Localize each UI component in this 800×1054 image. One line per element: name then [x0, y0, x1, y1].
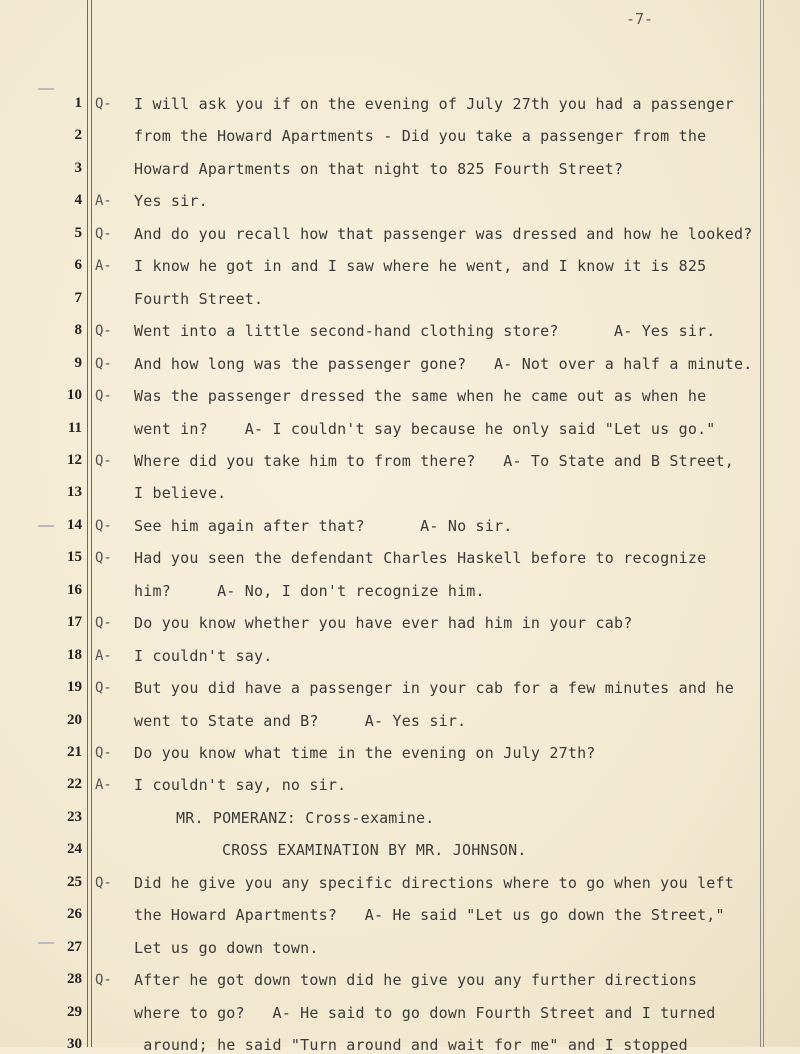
- transcript-line-text: Let us go down town.: [134, 938, 319, 957]
- speaker-label: Q-: [95, 388, 112, 405]
- speaker-label: A-: [95, 777, 112, 794]
- line-number: 28: [67, 971, 82, 988]
- margin-mark: [38, 88, 54, 90]
- left-margin-rule-inner: [91, 0, 92, 1047]
- transcript-line-text: from the Howard Apartments - Did you take a passenger from the: [134, 127, 707, 146]
- transcript-line-text: where to go? A- He said to go down Fourth Street and I turned: [134, 1003, 716, 1022]
- line-number: 29: [67, 1003, 82, 1020]
- transcript-line-text: After he got down town did he give you any further directions: [134, 971, 698, 990]
- speaker-label: Q-: [95, 225, 112, 242]
- transcript-line-text: Yes sir.: [134, 192, 208, 211]
- transcript-line-text: I couldn't say, no sir.: [134, 776, 347, 795]
- speaker-label: Q-: [95, 355, 112, 372]
- speaker-label: Q-: [95, 680, 112, 697]
- transcript-line-text: See him again after that? A- No sir.: [134, 516, 513, 535]
- line-number: 2: [74, 127, 82, 144]
- speaker-label: Q-: [95, 323, 112, 340]
- transcript-line-text: I will ask you if on the evening of July 27th you had a passenger: [134, 95, 734, 113]
- line-number: 24: [67, 841, 82, 858]
- transcript-line-text: Do you know what time in the evening on July 27th?: [134, 744, 596, 762]
- transcript-line-text: CROSS EXAMINATION BY MR. JOHNSON.: [222, 841, 527, 860]
- speaker-label: Q-: [95, 517, 112, 534]
- speaker-label: Q-: [95, 745, 112, 761]
- transcript-line-text: Howard Apartments on that night to 825 Fourth Street?: [134, 159, 624, 178]
- line-number: 3: [74, 159, 82, 176]
- line-number: 12: [67, 451, 82, 468]
- line-number: 14: [67, 516, 82, 533]
- speaker-label: Q-: [95, 550, 112, 567]
- line-number: 11: [67, 419, 82, 436]
- line-number: 13: [67, 484, 82, 501]
- left-margin-rule: [87, 0, 88, 1047]
- transcript-line-text: Did he give you any specific directions where to go when you left: [134, 873, 734, 892]
- speaker-label: Q-: [95, 96, 112, 112]
- transcript-line-text: I know he got in and I saw where he went, and I know it is 825: [134, 257, 707, 276]
- line-number: 1: [74, 95, 82, 111]
- transcript-line-text: Where did you take him to from there? A- To State and B Street,: [134, 451, 734, 470]
- transcript-line-text: And do you recall how that passenger was dressed and how he looked?: [134, 224, 753, 243]
- transcript-line-text: I couldn't say.: [134, 646, 273, 665]
- line-number: 4: [74, 192, 82, 209]
- transcript-line-text: And how long was the passenger gone? A- Not over a half a minute.: [134, 354, 753, 373]
- transcript-line-text: Went into a little second-hand clothing store? A- Yes sir.: [134, 322, 716, 341]
- speaker-label: A-: [95, 258, 112, 275]
- line-number: 8: [74, 322, 82, 339]
- line-number: 16: [67, 581, 82, 598]
- line-number: 21: [67, 744, 82, 760]
- transcript-line-text: Was the passenger dressed the same when he came out as when he: [134, 387, 707, 406]
- line-number: 27: [67, 938, 82, 955]
- transcript-line-text: the Howard Apartments? A- He said "Let us go down the Street,": [134, 906, 725, 925]
- line-number: 25: [67, 873, 82, 890]
- line-number: 26: [67, 906, 82, 923]
- line-number: 9: [74, 354, 82, 371]
- transcript-line-text: went to State and B? A- Yes sir.: [134, 711, 467, 730]
- transcript-line-text: around; he said "Turn around and wait for me" and I stopped: [134, 1036, 688, 1054]
- page-number: -7-: [626, 10, 654, 28]
- speaker-label: Q-: [95, 615, 112, 632]
- speaker-label: A-: [95, 193, 112, 210]
- speaker-label: Q-: [95, 972, 112, 989]
- right-margin-rule-outer: [763, 0, 764, 1047]
- right-margin-rule: [760, 0, 761, 1047]
- line-number: 23: [67, 808, 82, 825]
- speaker-label: Q-: [95, 874, 112, 891]
- speaker-label: A-: [95, 647, 112, 664]
- line-number: 22: [67, 776, 82, 793]
- line-number: 20: [67, 711, 82, 728]
- transcript-line-text: I believe.: [134, 484, 227, 503]
- margin-mark: [38, 942, 54, 944]
- transcript-line-text: Had you seen the defendant Charles Haskell before to recognize: [134, 549, 707, 568]
- line-number: 17: [67, 614, 82, 631]
- line-number: 15: [67, 549, 82, 566]
- speaker-label: Q-: [95, 452, 112, 469]
- transcript-line-text: MR. POMERANZ: Cross-examine.: [176, 808, 435, 827]
- line-number: 19: [67, 679, 82, 696]
- transcript-line-text: Fourth Street.: [134, 289, 264, 308]
- line-number: 5: [74, 224, 82, 241]
- line-number: 6: [74, 257, 82, 274]
- line-number: 30: [67, 1036, 82, 1053]
- transcript-line-text: But you did have a passenger in your cab for a few minutes and he: [134, 679, 734, 698]
- transcript-line-text: went in? A- I couldn't say because he only said "Let us go.": [134, 419, 716, 438]
- line-number: 18: [67, 646, 82, 663]
- line-number: 10: [67, 387, 82, 404]
- transcript-line-text: Do you know whether you have ever had him in your cab?: [134, 614, 633, 633]
- line-number: 7: [74, 289, 82, 306]
- transcript-line-text: him? A- No, I don't recognize him.: [134, 581, 485, 600]
- margin-mark: [38, 525, 54, 527]
